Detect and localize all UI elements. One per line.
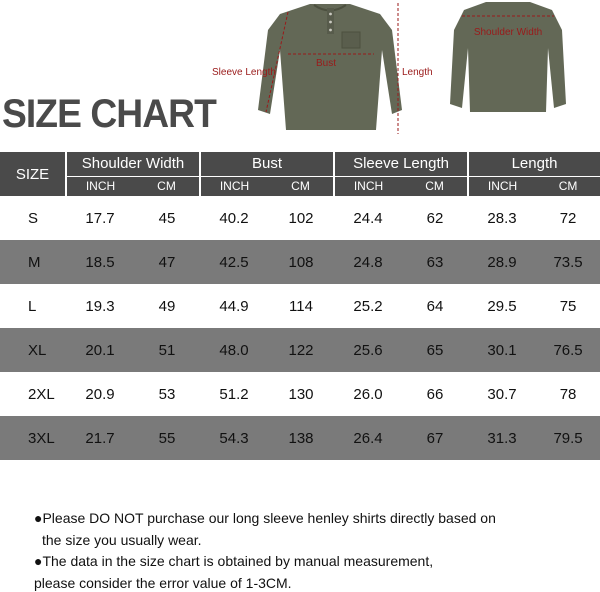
- shirt-front-image: [210, 0, 450, 140]
- table-row: [0, 416, 600, 460]
- table-unit-header-row: [0, 176, 600, 196]
- shoulder-inch-cell: 19.3: [85, 297, 115, 315]
- shoulder-inch-cell: 21.7: [66, 416, 134, 460]
- sleeve-inch-cell: 26.0: [353, 385, 383, 403]
- shoulder-inch-cell: 18.5: [66, 240, 134, 284]
- bust-inch-cell: 40.2: [219, 209, 249, 227]
- length-label: Length: [402, 67, 433, 78]
- bust-label: Bust: [315, 58, 337, 69]
- chest-pocket: [342, 32, 360, 48]
- length-inch-cell: 31.3: [468, 416, 536, 460]
- note-line: please consider the error value of 1-3CM.: [34, 574, 292, 591]
- shoulder-cm-cell: 51: [134, 328, 200, 372]
- bust-inch-cell: 44.9: [219, 297, 249, 315]
- length-inch-cell: 30.1: [468, 328, 536, 372]
- length-cm-cell: 78: [559, 385, 577, 403]
- shoulder-cm-cell: 45: [158, 209, 176, 227]
- length-inch-cell: 28.3: [487, 209, 517, 227]
- size-cell: 2XL: [28, 385, 55, 403]
- unit-inch-header: INCH: [334, 176, 402, 196]
- unit-cm-header: CM: [536, 176, 600, 196]
- size-cell: M: [0, 240, 66, 284]
- placket-button: [329, 13, 332, 16]
- sleeve-cm-cell: 65: [402, 328, 468, 372]
- length-cm-cell: 76.5: [536, 328, 600, 372]
- length-cm-cell: 73.5: [536, 240, 600, 284]
- shoulder-inch-cell: 17.7: [85, 209, 115, 227]
- note-line: the size you usually wear.: [42, 531, 202, 548]
- note-line: ●The data in the size chart is obtained by manual measurement,: [34, 553, 434, 569]
- shoulder-cm-cell: 55: [134, 416, 200, 460]
- size-cell: S: [28, 209, 39, 227]
- size-cell: XL: [0, 328, 66, 372]
- sleeve-cm-cell: 62: [426, 209, 444, 227]
- sleeve-cm-cell: 63: [402, 240, 468, 284]
- length-cm-cell: 75: [559, 297, 577, 315]
- length-header: Length: [468, 152, 600, 176]
- shoulder-cm-cell: 49: [158, 297, 176, 315]
- shirt-back-body: [450, 2, 566, 112]
- sleeve-inch-cell: 26.4: [334, 416, 402, 460]
- page-title: SIZE CHART: [2, 92, 216, 136]
- sleeve-length-label: Sleeve Length: [212, 67, 276, 78]
- sleeve-cm-cell: 64: [426, 297, 444, 315]
- shoulder-inch-cell: 20.1: [66, 328, 134, 372]
- table-row: [0, 328, 600, 372]
- bust-cm-cell: 130: [288, 385, 314, 403]
- unit-inch-header: INCH: [468, 176, 536, 196]
- length-cm-cell: 79.5: [536, 416, 600, 460]
- unit-inch-header: INCH: [66, 176, 134, 196]
- sleeve-cm-cell: 66: [426, 385, 444, 403]
- bust-inch-cell: 42.5: [200, 240, 268, 284]
- unit-cm-header: CM: [268, 176, 334, 196]
- bust-cm-cell: 102: [288, 209, 314, 227]
- sleeve-inch-cell: 25.6: [334, 328, 402, 372]
- size-cell: L: [28, 297, 37, 315]
- table-row: [0, 284, 600, 328]
- bust-inch-cell: 54.3: [200, 416, 268, 460]
- note-line: ●Please DO NOT purchase our long sleeve henley shirts directly based on: [34, 510, 496, 526]
- sleeve-inch-cell: 24.8: [334, 240, 402, 284]
- bust-cm-cell: 114: [289, 297, 313, 315]
- size-chart-table: [0, 152, 600, 460]
- unit-cm-header: CM: [402, 176, 468, 196]
- placket-button: [329, 21, 332, 24]
- bust-cm-cell: 108: [268, 240, 334, 284]
- bust-inch-cell: 48.0: [200, 328, 268, 372]
- sleeve-inch-cell: 24.4: [353, 209, 383, 227]
- shoulder-cm-cell: 53: [158, 385, 176, 403]
- table-row: [0, 240, 600, 284]
- sleeve-length-header: Sleeve Length: [334, 152, 468, 176]
- unit-cm-header: CM: [134, 176, 200, 196]
- length-inch-cell: 29.5: [487, 297, 517, 315]
- notes-section: [34, 508, 594, 592]
- table-group-header-row: [0, 152, 600, 176]
- length-cm-cell: 72: [559, 209, 577, 227]
- shirt-back-image: [448, 0, 568, 114]
- length-inch-cell: 30.7: [487, 385, 517, 403]
- length-inch-cell: 28.9: [468, 240, 536, 284]
- sleeve-inch-cell: 25.2: [353, 297, 383, 315]
- shoulder-inch-cell: 20.9: [85, 385, 115, 403]
- sleeve-cm-cell: 67: [402, 416, 468, 460]
- placket-button: [329, 29, 332, 32]
- shoulder-cm-cell: 47: [134, 240, 200, 284]
- bust-cm-cell: 138: [268, 416, 334, 460]
- bust-header: Bust: [200, 152, 334, 176]
- unit-inch-header: INCH: [200, 176, 268, 196]
- bust-inch-cell: 51.2: [219, 385, 249, 403]
- table-row: [0, 196, 600, 240]
- size-column-header: SIZE: [0, 152, 66, 196]
- shoulder-width-label: Shoulder Width: [473, 27, 543, 38]
- shoulder-width-header: Shoulder Width: [66, 152, 200, 176]
- bust-cm-cell: 122: [268, 328, 334, 372]
- size-cell: 3XL: [0, 416, 66, 460]
- table-row: [0, 372, 600, 416]
